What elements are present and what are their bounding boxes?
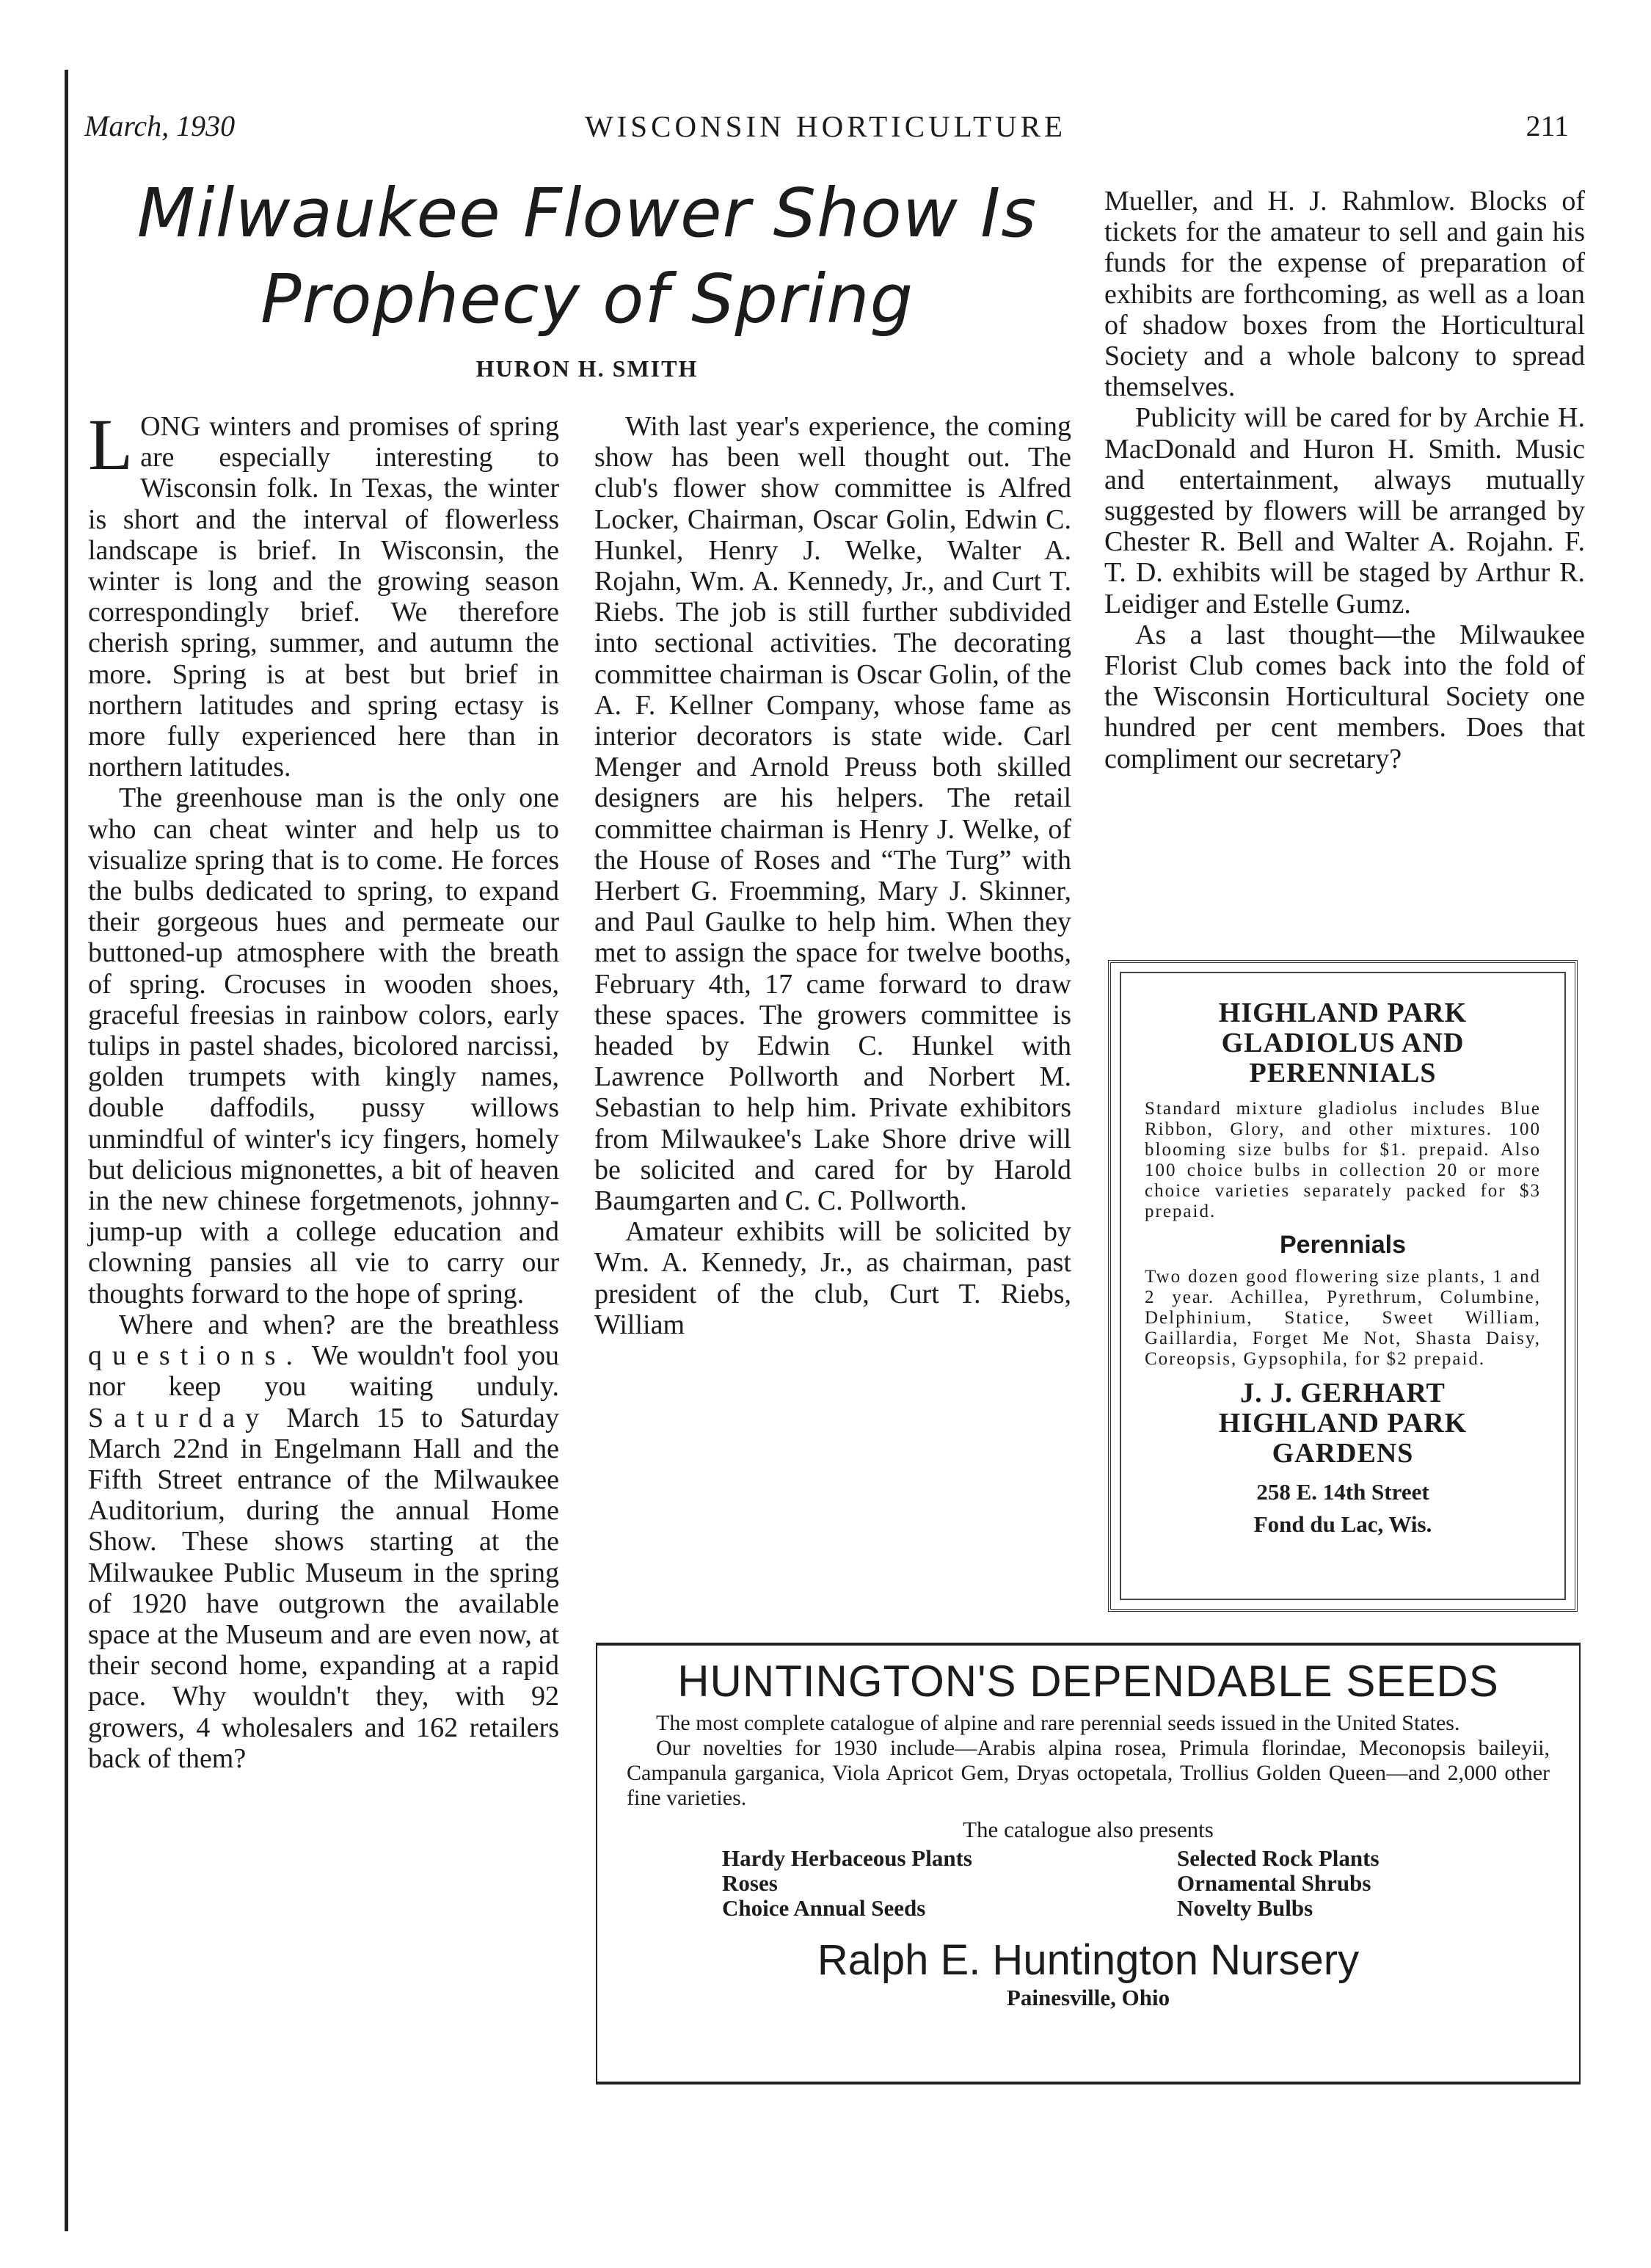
list-item: Novelty Bulbs bbox=[1177, 1895, 1313, 1921]
perennials-offer: Two dozen good flowering size plants, 1 and 2 year. Achillea, Pyrethrum, Columbine, Delphinium, Statice, Sweet William, Gaillardia, Forget Me Not, Shasta Daisy, Coreopsis, Gypsophila, for $2 prepaid. bbox=[1145, 1267, 1541, 1369]
header-page-number: 211 bbox=[1526, 109, 1569, 142]
article-paragraph: Where and when? are the breathless questions. We wouldn't fool you nor keep you waiting unduly. Saturday March 15 to Saturday March 22nd in Engelmann Hall and the Fifth Street entrance of the Milwaukee Auditorium, during the annual Home Show. These shows starting at the Milwaukee Public Museum in the spring of 1920 have outgrown the available space at the Museum and are even now, at their second home, expanding at a rapid pace. Why wouldn't they, with 92 growers, 4 wholesalers and 162 retailers back of them? bbox=[88, 1309, 559, 1774]
list-item: Ornamental Shrubs bbox=[1177, 1870, 1371, 1896]
article-paragraph: Amateur exhibits will be solicited by Wm. A. Kennedy, Jr., as chairman, past president of the club, Curt T. Riebs, William bbox=[594, 1216, 1071, 1340]
article-column-3 bbox=[1104, 186, 1585, 774]
article-paragraph: With last year's experience, the coming show has been well thought out. The club's flower show committee is Alfred Locker, Chairman, Oscar Golin, Edwin C. Hunkel, Henry J. Welke, Walter A. Rojahn, Wm. A. Kennedy, Jr., and Curt T. Riebs. The job is still further subdivided into sectional activities. The decorating committee chairman is Oscar Golin, of the A. F. Kellner Company, whose fame as interior decorators is state wide. Carl Menger and Arnold Preuss both skilled designers are his helpers. The retail committee chairman is Henry J. Welke, of the House of Roses and “The Turg” with Herbert G. Froemming, Mary J. Skinner, and Paul Gaulke to help him. When they met to assign the space for twelve booths, February 4th, 17 came forward to draw these spaces. The growers committee is headed by Edwin C. Hunkel with Lawrence Pollworth and Norbert M. Sebastian to help him. Private exhibitors from Milwaukee's Lake Shore drive will be solicited and cared for by Harold Baumgarten and C. C. Pollworth. bbox=[594, 411, 1071, 1217]
gladiolus-offer: Standard mixture gladiolus includes Blue Ribbon, Glory, and other mixtures. 100 blooming size bulbs for $1. prepaid. Also 100 choice bulbs in collection 20 or more choice varieties separately packed for $3 prepaid. bbox=[1145, 1099, 1541, 1221]
article-paragraph: Publicity will be cared for by Archie H. MacDonald and Huron H. Smith. Music and entertainment, always mutually suggested by flowers will be arranged by Chester R. Bell and Walter A. Rojahn. F. T. D. exhibits will be staged by Arthur R. Leidiger and Estelle Gumz. bbox=[1104, 402, 1585, 619]
ad-paragraph: Our novelties for 1930 include—Arabis alpina rosea, Primula florindae, Meconopsis baileyii, Campanula garganica, Viola Apricot Gem, Dryas octopetala, Trollius Golden Queen—and 2,000 other fine varieties. bbox=[627, 1736, 1550, 1810]
header-publication: WISCONSIN HORTICULTURE bbox=[584, 109, 1067, 143]
nursery-name: Ralph E. Huntington Nursery bbox=[817, 1936, 1360, 1984]
article-column-2 bbox=[594, 411, 1071, 1340]
product-list-right bbox=[1177, 1846, 1380, 1921]
title-line-2: Prophecy of Spring bbox=[260, 260, 914, 338]
list-item: Choice Annual Seeds bbox=[722, 1895, 926, 1921]
list-item: Roses bbox=[722, 1870, 778, 1896]
huntington-seeds-advertisement bbox=[596, 1643, 1581, 2085]
article-paragraph: LONG winters and promises of spring are especially interesting to Wisconsin folk. In Texas, the winter is short and the interval of flowerless landscape is brief. In Wisconsin, the winter is long and the growing season correspondingly brief. We therefore cherish spring, summer, and autumn the more. Spring is at best but brief in northern latitudes and spring ectasy is more fully experienced here than in northern latitudes. bbox=[88, 404, 559, 783]
header-date: March, 1930 bbox=[84, 109, 236, 142]
article-title bbox=[81, 170, 1093, 342]
list-item: Hardy Herbaceous Plants bbox=[722, 1845, 972, 1871]
ad-heading: HIGHLAND PARK GLADIOLUS AND PERENNIALS bbox=[1218, 997, 1468, 1088]
perennials-heading: Perennials bbox=[1280, 1231, 1406, 1259]
ad-inner-frame bbox=[1120, 972, 1566, 1600]
product-list bbox=[597, 1846, 1579, 1921]
product-list-left bbox=[722, 1846, 1177, 1921]
left-margin-rule bbox=[65, 70, 68, 2231]
highland-park-advertisement bbox=[1108, 960, 1578, 1612]
article-byline: HURON H. SMITH bbox=[475, 355, 699, 382]
list-item: Selected Rock Plants bbox=[1177, 1845, 1380, 1871]
ad-heading: HUNTINGTON'S DEPENDABLE SEEDS bbox=[677, 1657, 1499, 1706]
article-column-1 bbox=[88, 404, 559, 1774]
title-line-1: Milwaukee Flower Show Is bbox=[136, 174, 1038, 252]
article-paragraph: Mueller, and H. J. Rahmlow. Blocks of tickets for the amateur to sell and gain his funds for the expense of preparation of exhibits are forthcoming, as well as a loan of shadow boxes from the Horticultural Society and a whole balcony to spread themselves. bbox=[1104, 186, 1585, 403]
drop-cap: L bbox=[88, 404, 134, 485]
article-paragraph: The greenhouse man is the only one who can cheat winter and help us to visualize spring that is to come. He forces the bulbs dedicated to spring, to expand their gorgeous hues and permeate our buttoned-up atmosphere with the breath of spring. Crocuses in wooden shoes, graceful freesias in rainbow colors, early tulips in pastel shades, bicolored narcissi, golden trumpets with kingly names, double daffodils, pussy willows unmindful of winter's icy fingers, homely but delicious mignonettes, a bit of heaven in the new chinese forgetmenots, johnny-jump-up with a college education and clowning pansies all vie to carry our thoughts forward to the hope of spring. bbox=[88, 782, 559, 1309]
ad-paragraph: The most complete catalogue of alpine and rare perennial seeds issued in the United States. bbox=[656, 1711, 1460, 1735]
ad-catalogue-note: The catalogue also presents bbox=[963, 1817, 1214, 1842]
company-name: J. J. GERHART HIGHLAND PARK GARDENS bbox=[1218, 1378, 1468, 1469]
nursery-city: Painesville, Ohio bbox=[1006, 1985, 1170, 2010]
article-paragraph: As a last thought—the Milwaukee Florist Club comes back into the fold of the Wisconsin Horticultural Society one hundred per cent members. Does that compliment our secretary? bbox=[1104, 619, 1585, 774]
company-address: 258 E. 14th Street Fond du Lac, Wis. bbox=[1253, 1479, 1432, 1537]
